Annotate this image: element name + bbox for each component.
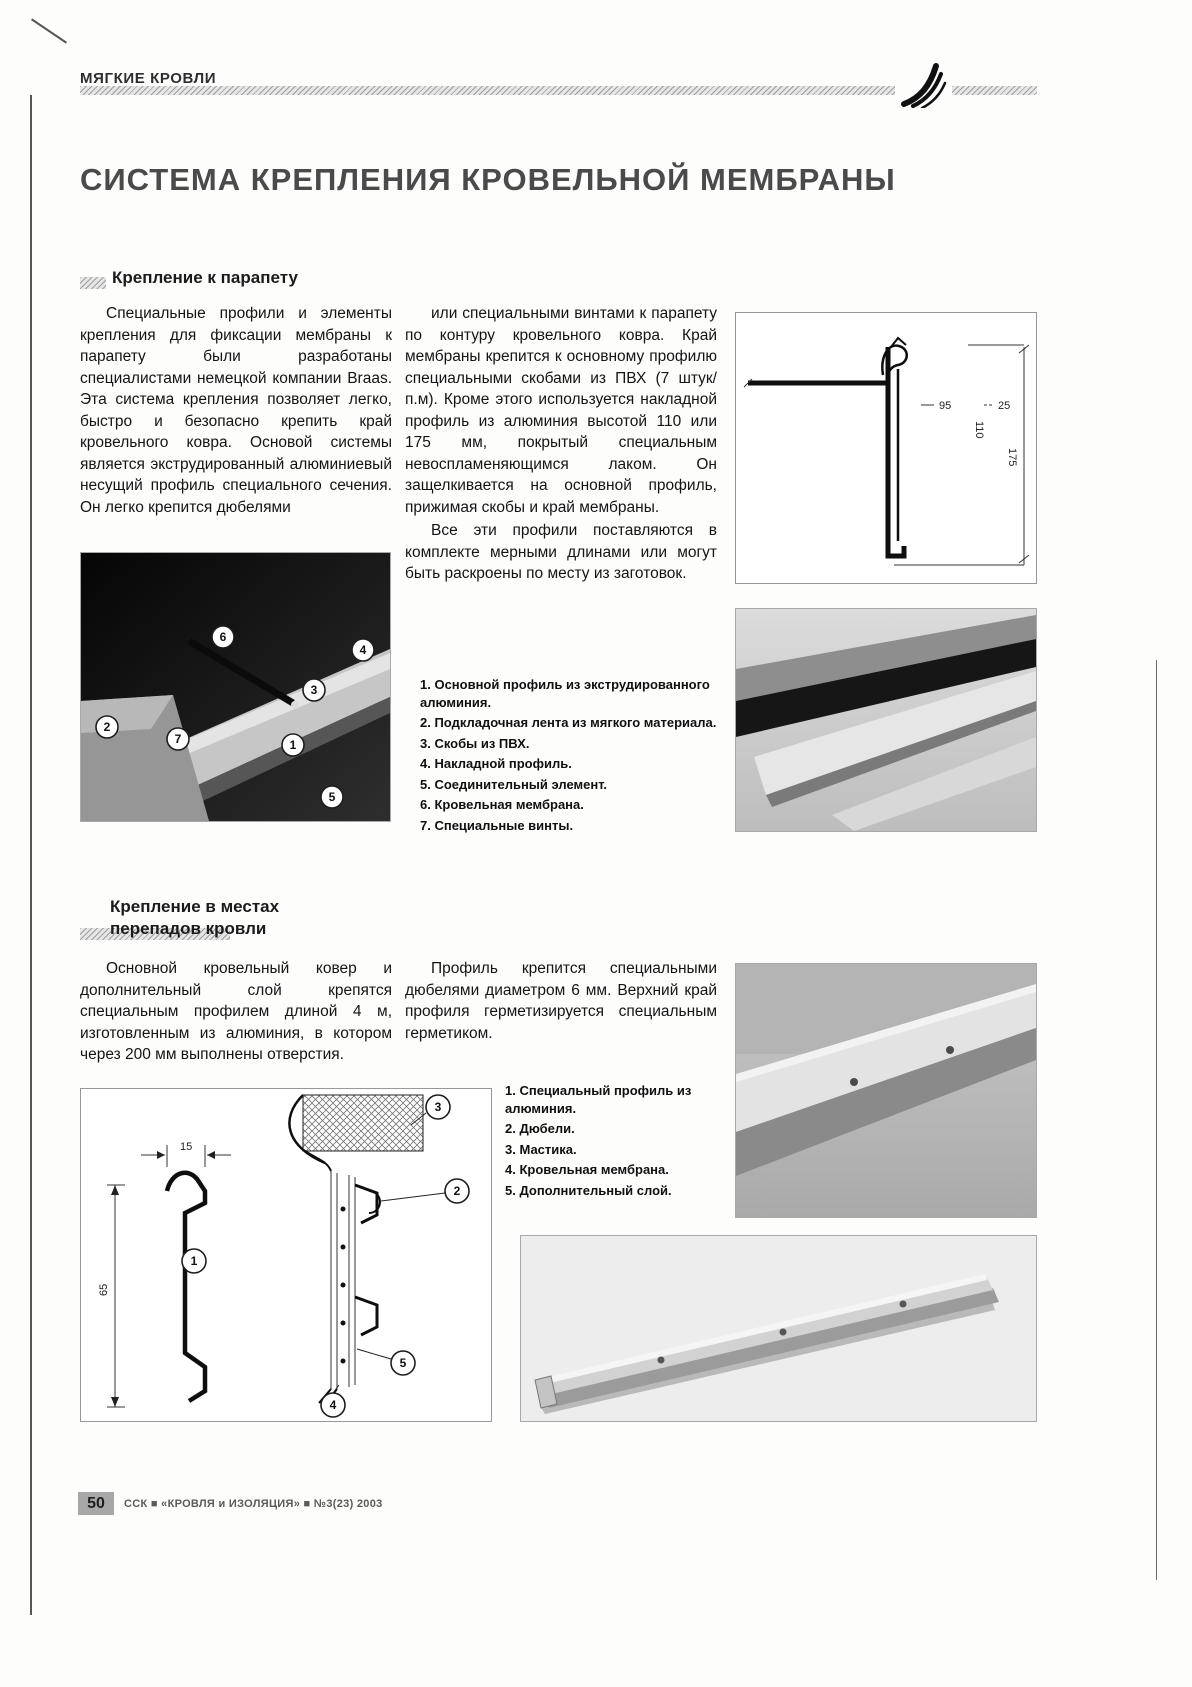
callout-4-label: 4 xyxy=(359,643,367,657)
parapet-profile-drawing xyxy=(735,312,1037,584)
callout-5-label: 5 xyxy=(328,790,336,804)
dimension-15: 15 xyxy=(180,1141,193,1153)
callout-2-label: 2 xyxy=(103,720,111,734)
callout-1-label: 1 xyxy=(289,738,297,752)
drawing2-callout-2-label: 2 xyxy=(453,1184,461,1198)
section2-column-right xyxy=(405,958,717,1044)
callout-7-label: 7 xyxy=(174,732,182,746)
callout-3 xyxy=(303,679,325,701)
callout-6 xyxy=(212,626,234,648)
legend-item: 6. Кровельная мембрана. xyxy=(420,797,584,812)
legend-item: 3. Мастика. xyxy=(505,1141,577,1157)
section2-heading-line2: перепадов кровли xyxy=(110,919,267,938)
masthead-rule-left xyxy=(80,86,895,95)
aluminium-rail-photo xyxy=(520,1235,1037,1422)
callout-6-label: 6 xyxy=(219,630,227,644)
section1-legend xyxy=(420,676,718,837)
masthead-label: МЯГКИЕ КРОВЛИ xyxy=(80,70,217,87)
drawing2-callout-3-label: 3 xyxy=(434,1100,442,1114)
drawing2-callout-5 xyxy=(391,1351,415,1375)
dimension-65: 65 xyxy=(98,1283,110,1296)
drawing2-callout-4-label: 4 xyxy=(329,1398,337,1412)
drawing2-callout-4 xyxy=(321,1393,345,1417)
drawing2-callout-2 xyxy=(445,1179,469,1203)
section2-paragraph-left: Основной кровельный ковер и дополнительный слой крепятся специальным профилем длиной 4 м, изготовленным из алюминия, в котором через 200 мм выполнены отверстия. xyxy=(80,960,392,1063)
drawing2-callout-5-label: 5 xyxy=(399,1356,407,1370)
publisher-logo-icon xyxy=(898,58,948,108)
drop-profile-photo xyxy=(735,963,1037,1218)
scan-mark-topleft xyxy=(31,18,67,43)
dimension-175: 175 xyxy=(1006,448,1018,467)
legend-item: 4. Кровельная мембрана. xyxy=(505,1162,669,1177)
section1-paragraph-left: Специальные профили и элементы крепления для фиксации мембраны к парапету были разработаны специалистами немецкой компании Braas. Эта система крепления позволяет легко, быстро и безопасно крепить край кровельного ковра. Основой системы является экструдированный алюминиевый несущий профиль специального сечения. Он легко крепится дюбелями xyxy=(80,305,392,516)
legend-item: 2. Подкладочная лента из мягкого материала. xyxy=(420,715,717,730)
drawing2-callout-1 xyxy=(182,1249,206,1273)
section1-heading-marker xyxy=(80,277,106,289)
dimension-25: 25 xyxy=(998,400,1011,412)
section1-paragraph-right-1: или специальными винтами к парапету по контуру кровельного ковра. Край мембраны крепится к основному профилю специальными скобами из ПВХ (7 штук/п.м). Кроме этого используется накладной профиль из алюминия высотой 110 или 175 мм, покрытый специальным невоспламеняющимся лаком. Он защелкивается на основной профиль, прижимая скобы и край мембраны. xyxy=(405,305,717,516)
callout-3-label: 3 xyxy=(310,683,318,697)
profiles-photo xyxy=(735,608,1037,832)
callout-7 xyxy=(167,728,189,750)
page-number: 50 xyxy=(78,1492,114,1515)
legend-item: 1. Специальный профиль из алюминия. xyxy=(505,1083,692,1116)
masthead-rule-right xyxy=(952,86,1037,95)
section2-legend xyxy=(505,1082,715,1202)
legend-item: 2. Дюбели. xyxy=(505,1121,575,1136)
drop-fastening-drawing xyxy=(80,1088,492,1422)
section1-paragraph-right-2: Все эти профили поставляются в комплекте мерными длинами или могут быть раскроены по месту из заготовок. xyxy=(405,522,717,582)
footer-imprint: ССК ■ «КРОВЛЯ и ИЗОЛЯЦИЯ» ■ №3(23) 2003 xyxy=(124,1498,383,1510)
section1-heading: Крепление к парапету xyxy=(112,268,298,287)
callout-2 xyxy=(96,716,118,738)
legend-item: 7. Специальные винты. xyxy=(420,817,574,833)
parapet-assembly-photo xyxy=(80,552,391,822)
section2-heading-line1: Крепление в местах xyxy=(110,897,280,916)
scan-edge-left xyxy=(30,95,32,1615)
callout-1 xyxy=(282,734,304,756)
legend-item: 3. Скобы из ПВХ. xyxy=(420,735,530,751)
scan-edge-right xyxy=(1156,660,1157,1580)
section1-column-right xyxy=(405,303,717,585)
drawing2-callout-1-label: 1 xyxy=(190,1254,198,1268)
callout-5 xyxy=(321,786,343,808)
section1-column-left xyxy=(80,303,392,518)
legend-item: 4. Накладной профиль. xyxy=(420,756,572,771)
callout-4 xyxy=(352,639,374,661)
dimension-110: 110 xyxy=(973,421,985,439)
legend-item: 5. Соединительный элемент. xyxy=(420,776,608,792)
section2-column-left xyxy=(80,958,392,1066)
drawing2-callout-3 xyxy=(426,1095,450,1119)
legend-item: 5. Дополнительный слой. xyxy=(505,1182,672,1198)
legend-item: 1. Основной профиль из экструдированного алюминия. xyxy=(420,677,710,710)
page-title: СИСТЕМА КРЕПЛЕНИЯ КРОВЕЛЬНОЙ МЕМБРАНЫ xyxy=(80,162,896,197)
dimension-95: 95 xyxy=(939,400,952,412)
section2-paragraph-right: Профиль крепится специальными дюбелями диаметром 6 мм. Верхний край профиля герметизируется специальным герметиком. xyxy=(405,960,717,1042)
